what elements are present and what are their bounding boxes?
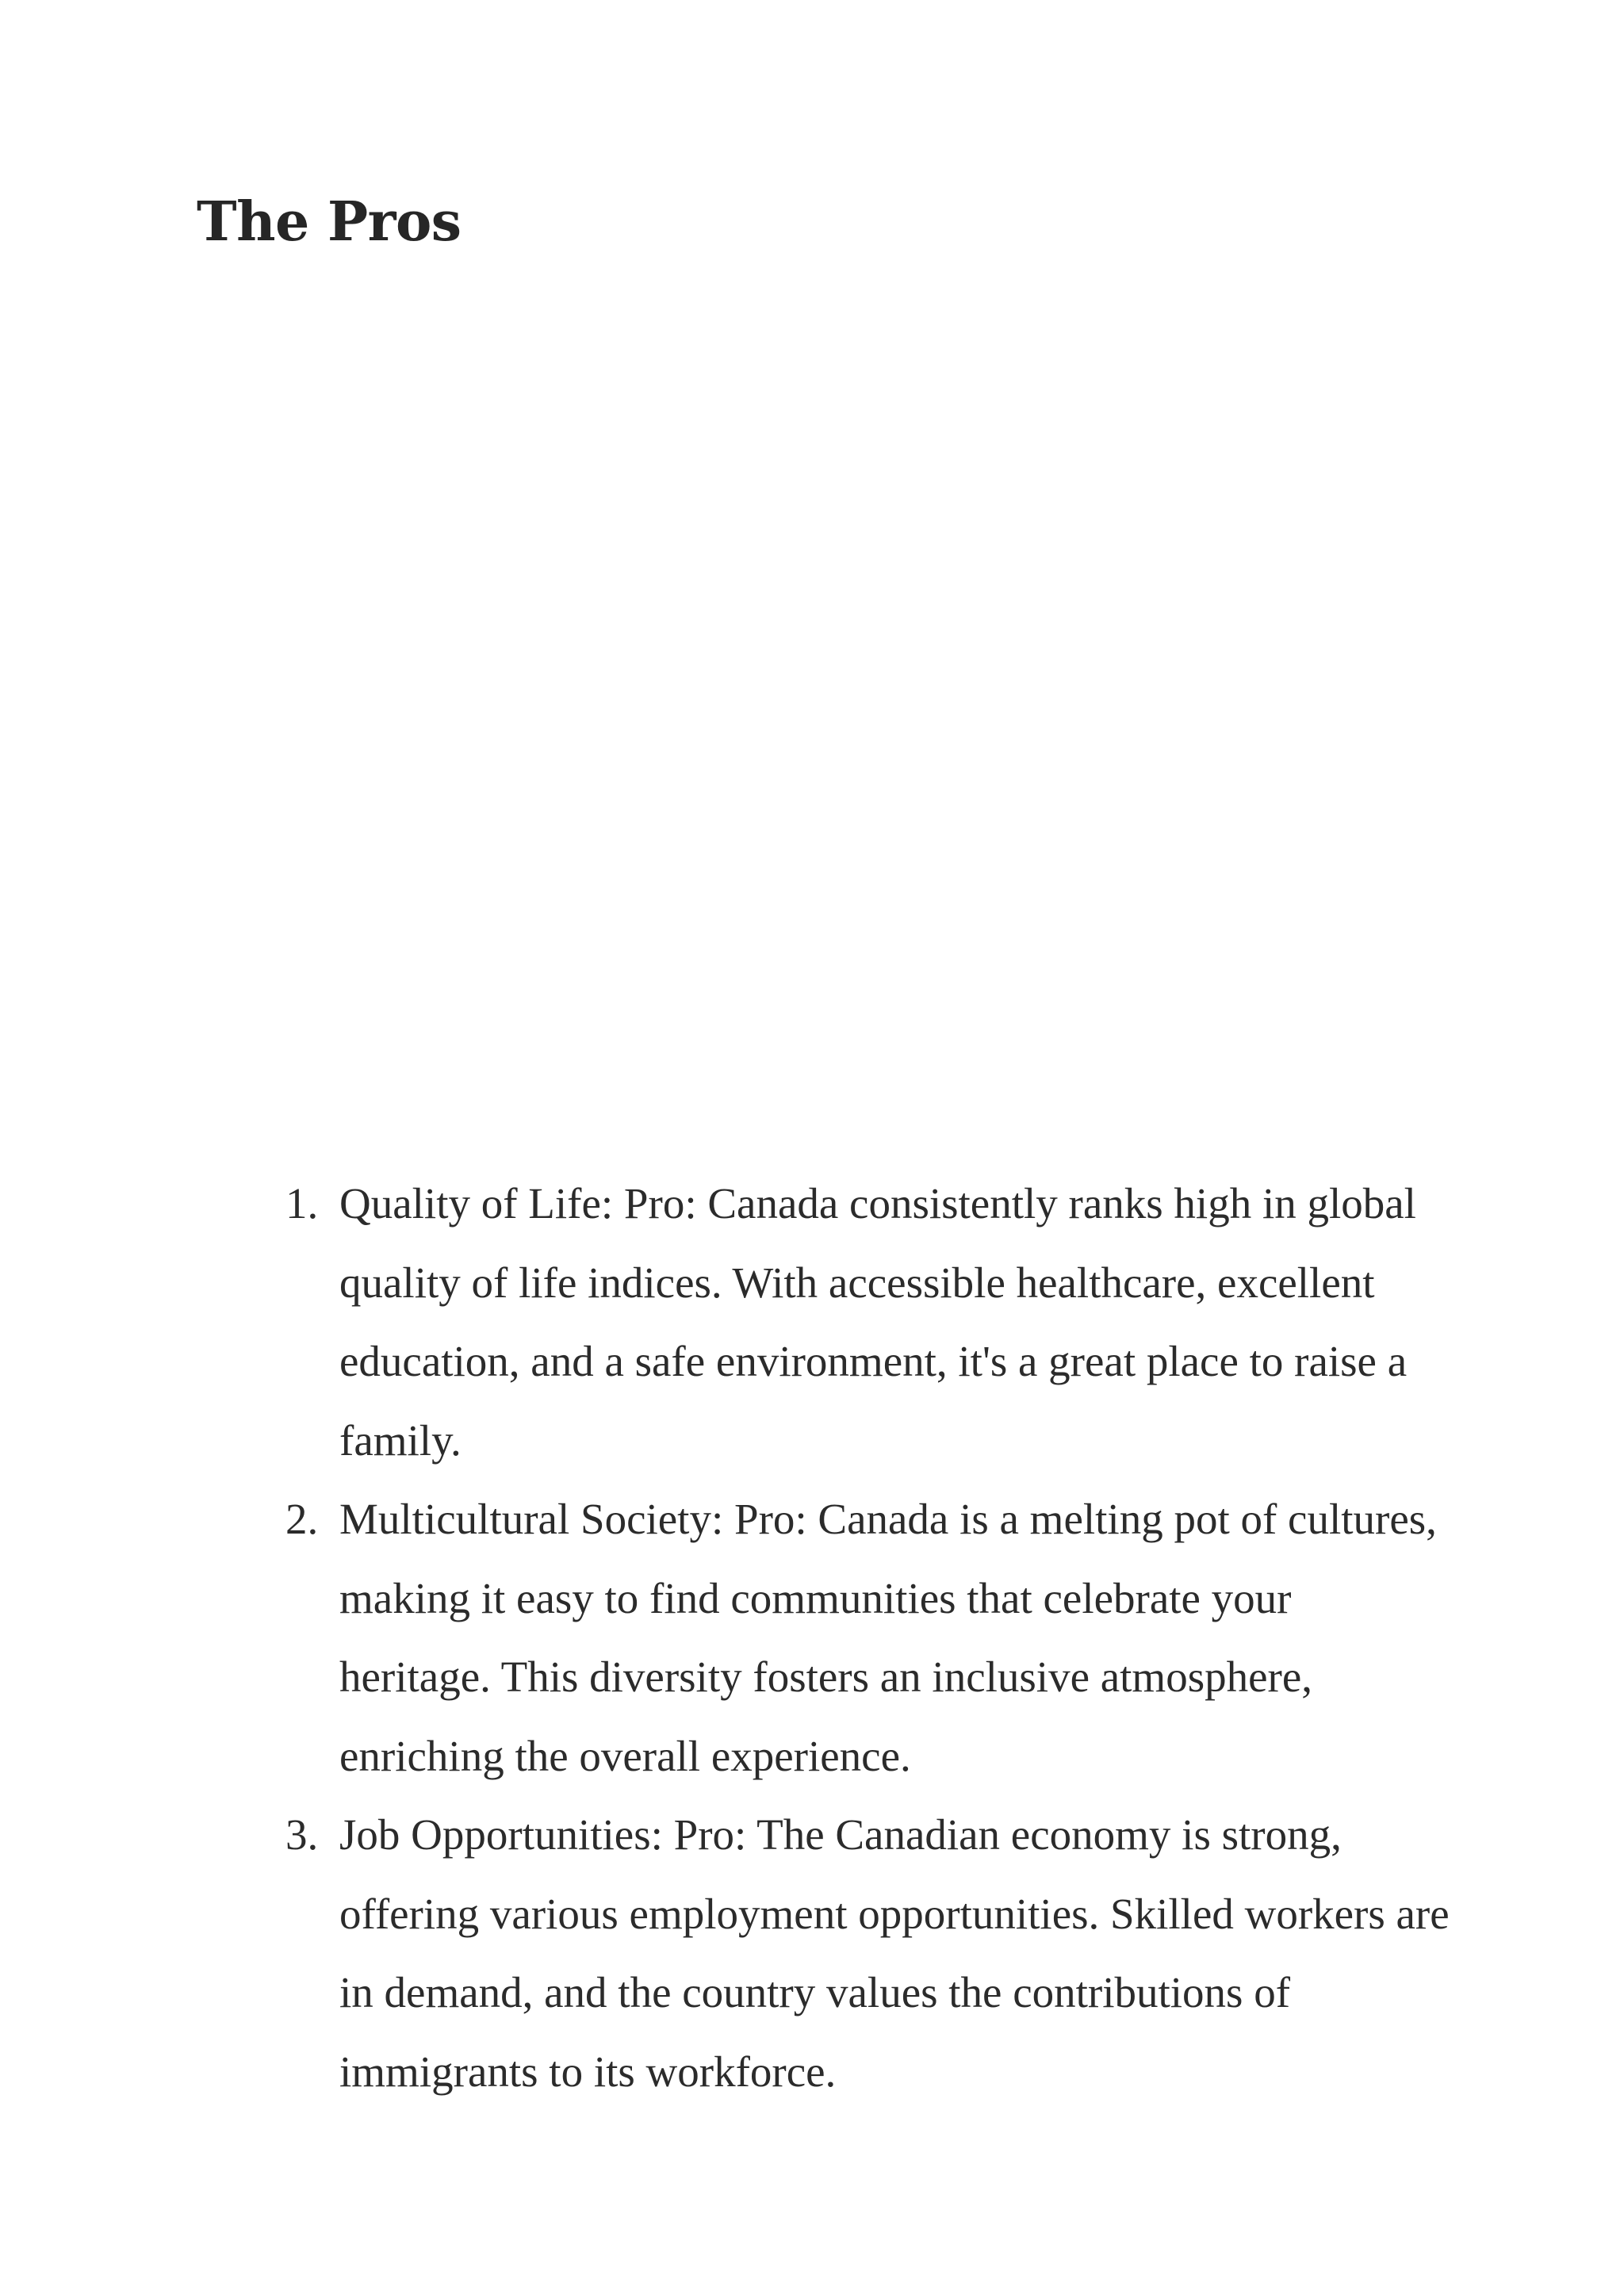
list-item (0, 1164, 1450, 1480)
list-item-number: 3. (285, 1810, 319, 1859)
pros-list (0, 1164, 1624, 2111)
list-item-text: Quality of Life: Pro: Canada consistently ranks high in global quality of life indices. With accessible healthcare, excellent education, and a safe environment, it's a great place to raise a family. (339, 1179, 1416, 1465)
list-item-number: 2. (285, 1495, 319, 1543)
list-item (0, 1480, 1450, 1795)
list-item-text: Multicultural Society: Pro: Canada is a melting pot of cultures, making it easy to find communities that celebrate your heritage. This diversity fosters an inclusive atmosphere, enriching the overall experience. (339, 1495, 1437, 1780)
section-heading: The Pros (197, 190, 462, 254)
list-item-number: 1. (285, 1179, 319, 1227)
list-item (0, 1795, 1450, 2111)
list-item-text: Job Opportunities: Pro: The Canadian economy is strong, offering various employment opportunities. Skilled workers are in demand, and the country values the contributions of immigrants to its workforce. (339, 1810, 1450, 2096)
